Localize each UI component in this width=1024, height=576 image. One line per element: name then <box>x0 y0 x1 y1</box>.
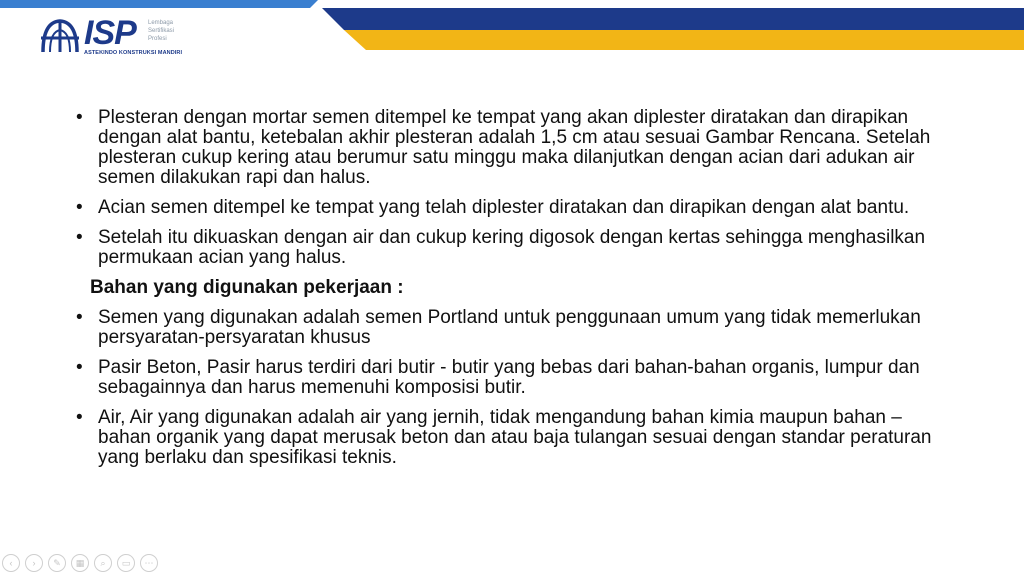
pen-icon: ✎ <box>53 557 61 568</box>
bullet-text: Setelah itu dikuaskan dengan air dan cukup kering digosok dengan kertas sehingga menghasilkan permukaan acian yang halus. <box>98 227 926 268</box>
slides-button[interactable] <box>71 554 89 572</box>
pen-button[interactable] <box>48 554 66 572</box>
bullet-text: Pasir Beton, Pasir harus terdiri dari butir - butir yang bebas dari bahan-bahan organis, lumpur dan sebagainnya dan harus memenuhi komposisi butir. <box>98 357 920 398</box>
bullet-icon: • <box>76 357 83 378</box>
zoom-button[interactable] <box>94 554 112 572</box>
logo-side-line: Lembaga <box>148 20 174 26</box>
bullet-icon: • <box>76 407 83 428</box>
bullet-icon: • <box>76 197 83 218</box>
isp-logo <box>40 16 200 58</box>
slide-content <box>76 108 956 478</box>
bullet-text: Acian semen ditempel ke tempat yang telah diplester diratakan dan dirapikan dengan alat bantu. <box>98 197 910 218</box>
bullet-item <box>76 198 956 218</box>
prev-button[interactable] <box>2 554 20 572</box>
bullet-item <box>76 108 956 188</box>
bullet-item <box>76 308 956 348</box>
more-button[interactable] <box>140 554 158 572</box>
bullet-icon: • <box>76 307 83 328</box>
bullet-icon: • <box>76 107 83 128</box>
presentation-toolbar <box>2 554 158 572</box>
chevron-right-icon: › <box>32 557 36 568</box>
subtitle-icon: ▭ <box>121 557 131 568</box>
logo-wordmark: ISP <box>84 14 136 52</box>
section-heading: Bahan yang digunakan pekerjaan : <box>90 277 404 298</box>
bullet-text: Air, Air yang digunakan adalah air yang jernih, tidak mengandung bahan kimia maupun bahan – bahan organik yang dapat merusak beton dan atau baja tulangan sesuai dengan standar peraturan yang berlaku dan spesifikasi teknis. <box>98 407 932 468</box>
zoom-icon: ⌕ <box>100 557 106 568</box>
logo-side-text <box>148 19 174 43</box>
bullet-text: Semen yang digunakan adalah semen Portland untuk penggunaan umum yang tidak memerlukan persyaratan-persyaratan khusus <box>98 307 921 348</box>
chevron-left-icon: ‹ <box>9 557 13 568</box>
slides-icon: ▦ <box>75 557 85 568</box>
logo-side-line: Profesi <box>148 36 167 42</box>
logo-side-line: Sertifikasi <box>148 28 175 34</box>
logo-subtitle: ASTEKINDO KONSTRUKSI MANDIRI <box>84 50 183 56</box>
bullet-item <box>76 228 956 268</box>
logo-arch-icon <box>40 18 80 54</box>
bullet-item <box>76 408 956 468</box>
bullet-text: Plesteran dengan mortar semen ditempel ke tempat yang akan diplester diratakan dan dirapikan dengan alat bantu, ketebalan akhir plesteran adalah 1,5 cm atau sesuai Gambar Rencana. Setelah plesteran cukup kering atau berumur satu minggu maka dilanjutkan dengan acian dari adukan air semen dilakukan rapi dan halus. <box>98 107 931 188</box>
next-button[interactable] <box>25 554 43 572</box>
more-icon: ⋯ <box>144 557 154 568</box>
subtitle-button[interactable] <box>117 554 135 572</box>
bullet-item <box>76 358 956 398</box>
bullet-icon: • <box>76 227 83 248</box>
